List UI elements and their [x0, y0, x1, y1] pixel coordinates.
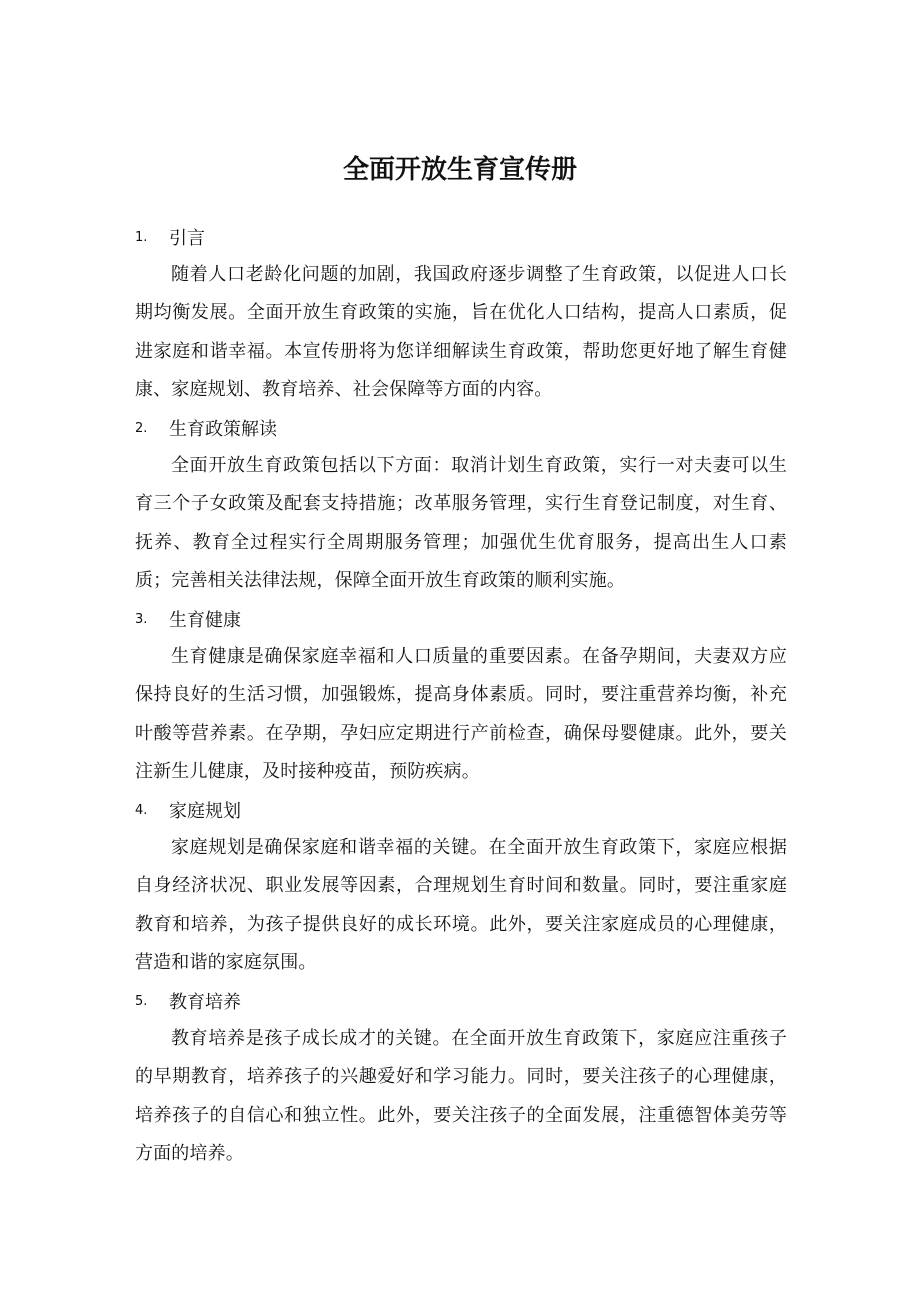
section-heading [135, 218, 787, 256]
section-education [135, 982, 787, 1173]
section-introduction [135, 218, 787, 409]
document-title: 全面开放生育宣传册 [342, 155, 577, 185]
section-heading-text: 教育培养 [169, 992, 241, 1013]
section-reproductive-health [135, 600, 787, 791]
section-heading-text: 生育健康 [169, 610, 241, 631]
section-heading-text: 家庭规划 [169, 801, 241, 822]
section-heading [135, 409, 787, 447]
section-heading [135, 600, 787, 638]
section-number: 2. [135, 420, 148, 436]
section-heading [135, 982, 787, 1020]
section-number: 1. [135, 229, 148, 245]
section-number: 5. [135, 993, 148, 1009]
section-family-planning [135, 791, 787, 982]
section-heading-text: 生育政策解读 [169, 419, 277, 440]
section-paragraph: 全面开放生育政策包括以下方面：取消计划生育政策，实行一对夫妻可以生育三个子女政策及配套支持措施；改革服务管理，实行生育登记制度，对生育、抚养、教育全过程实行全周期服务管理；加强优生优育服务，提高出生人口素质；完善相关法律法规，保障全面开放生育政策的顺利实施。 [135, 455, 787, 591]
section-policy-interpretation [135, 409, 787, 600]
section-paragraph: 教育培养是孩子成长成才的关键。在全面开放生育政策下，家庭应注重孩子的早期教育，培养孩子的兴趣爱好和学习能力。同时，要关注孩子的心理健康，培养孩子的自信心和独立性。此外，要关注孩子的全面发展，注重德智体美劳等方面的培养。 [135, 1028, 787, 1164]
section-paragraph: 生育健康是确保家庭幸福和人口质量的重要因素。在备孕期间，夫妻双方应保持良好的生活习惯，加强锻炼，提高身体素质。同时，要注重营养均衡，补充叶酸等营养素。在孕期，孕妇应定期进行产前检查，确保母婴健康。此外，要关注新生儿健康，及时接种疫苗，预防疾病。 [135, 646, 787, 782]
section-number: 3. [135, 611, 148, 627]
section-paragraph: 随着人口老龄化问题的加剧，我国政府逐步调整了生育政策，以促进人口长期均衡发展。全面开放生育政策的实施，旨在优化人口结构，提高人口素质，促进家庭和谐幸福。本宣传册将为您详细解读生育政策，帮助您更好地了解生育健康、家庭规划、教育培养、社会保障等方面的内容。 [135, 264, 787, 400]
section-heading-text: 引言 [169, 228, 205, 249]
section-number: 4. [135, 802, 148, 818]
section-paragraph: 家庭规划是确保家庭和谐幸福的关键。在全面开放生育政策下，家庭应根据自身经济状况、职业发展等因素，合理规划生育时间和数量。同时，要注重家庭教育和培养，为孩子提供良好的成长环境。此外，要关注家庭成员的心理健康，营造和谐的家庭氛围。 [135, 837, 787, 973]
section-heading [135, 791, 787, 829]
